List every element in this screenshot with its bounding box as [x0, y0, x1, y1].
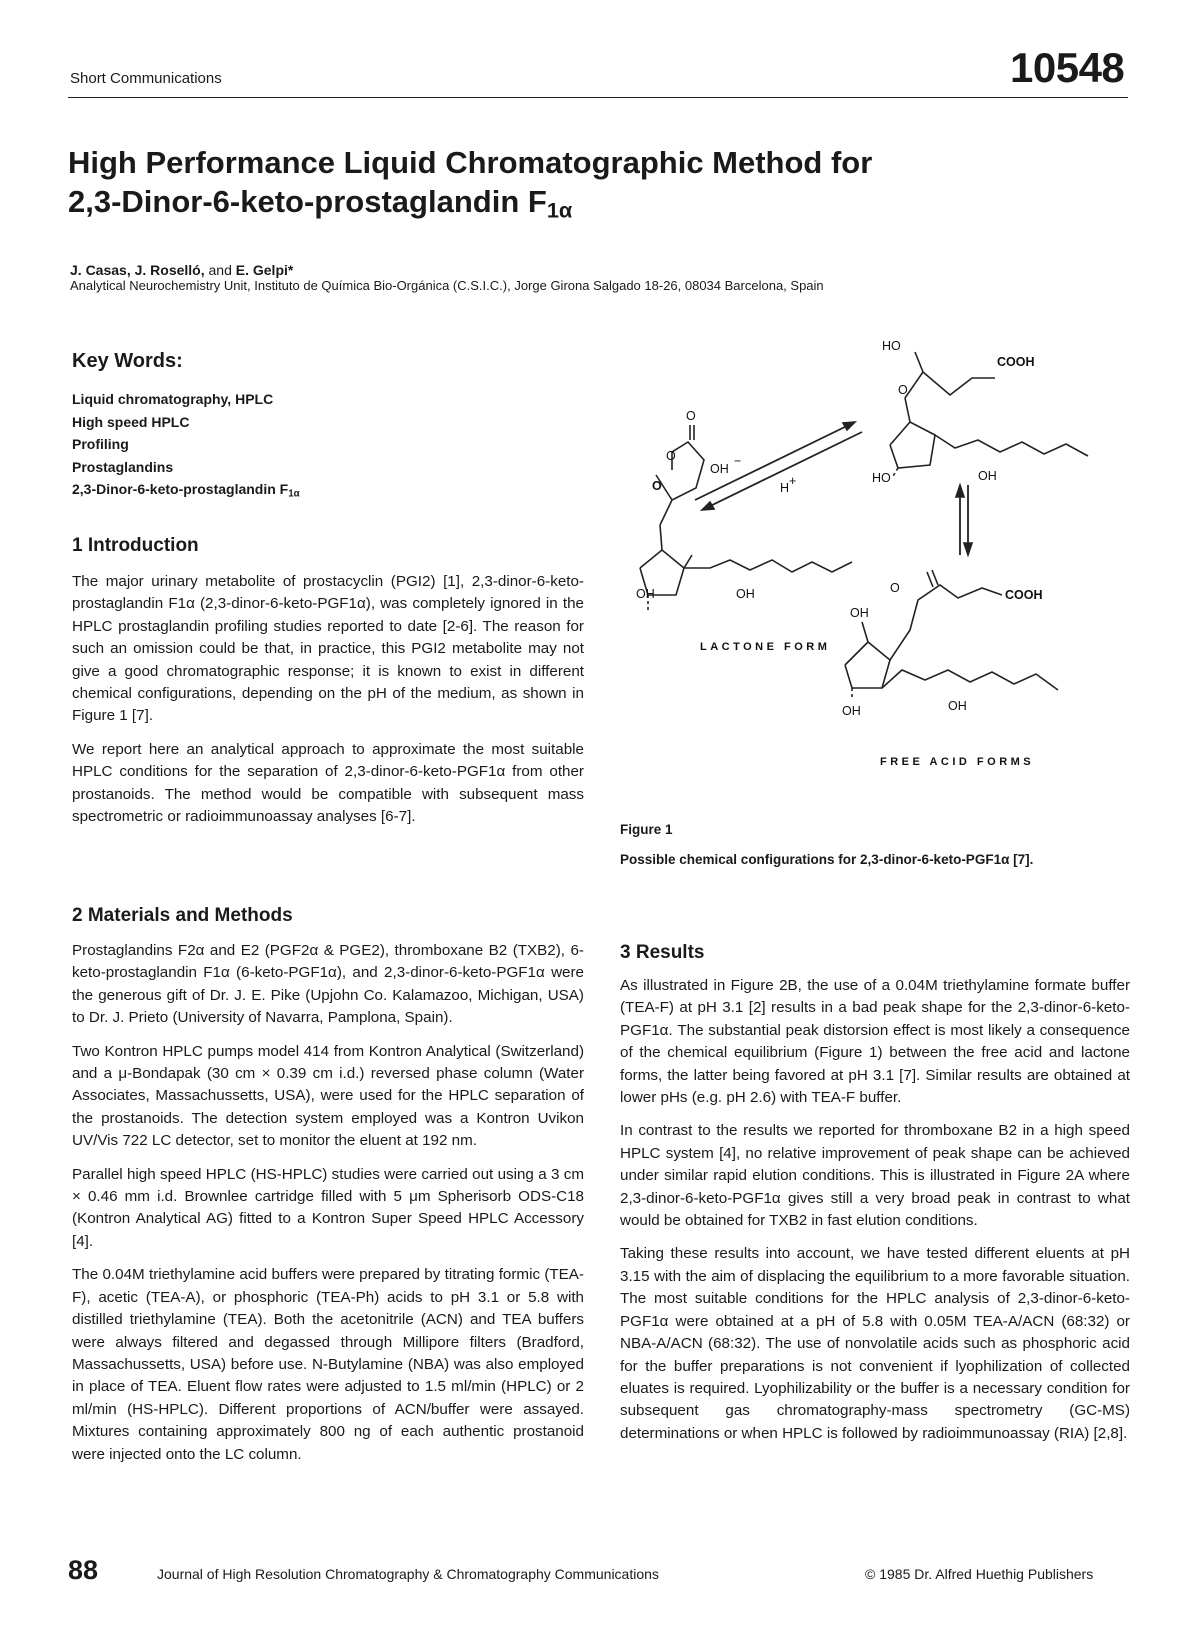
page-number: 88: [68, 1555, 99, 1585]
free-acid-upper-chain: [935, 435, 1088, 456]
header-rule: [68, 97, 1128, 98]
results-paragraph-3: Taking these results into account, we have tested different eluents at pH 3.15 with the aim of displacing the equilibrium to a more favorable situation. The most suitable conditions for the HPLC analysis of 2,3-dinor-6-keto-PGF1α were obtained at a pH of 5.8 with 0.05M TEA-A/ACN (68:32) or NBA-A/ACN (68:32). The use of nonvolatile acids such as phosphoric acid for the buffer preparations is not convenient if lyophilization of collected eluates is required. Lyophilizability or the buffer is a necessary condition for subsequent gas chromatography-mass spectrometry (GC-MS) determinations or when HPLC is followed by radioimmunoassay (RIA) [2,8].: [620, 1245, 1130, 1442]
affiliation: Analytical Neurochemistry Unit, Instituto de Química Bio-Orgánica (C.S.I.C.), Jorge Girona Salgado 18-26, 08034 Barcelona, Spain: [70, 278, 824, 293]
methods-paragraph-2: Two Kontron HPLC pumps model 414 from Kontron Analytical (Switzerland) and a μ-Bondapak (30 cm × 0.39 cm i.d.) reversed phase column (Water Associates, Massachussetts, USA), were used for the HPLC separation of the prostanoids. The detection system employed was a Kontron Uvikon UV/Vis 722 LC detector, set to monitor the eluent at 192 nm.: [72, 1042, 584, 1150]
article-title: [68, 143, 1128, 229]
chem-label: O: [666, 449, 676, 463]
keyword-item: Liquid chromatography, HPLC: [72, 391, 274, 407]
chem-label: COOH: [997, 355, 1035, 369]
keyword-item: Profiling: [72, 436, 129, 452]
intro-paragraph-1: The major urinary metabolite of prostacyclin (PGI2) [1], 2,3-dinor-6-keto-prostaglandin F1α (2,3-dinor-6-keto-PGF1α), was completely ignored in the HPLC prostaglandin profiling studies reported to date [2-6]. The reason for such an omission could be that, in practice, this PGI2 metabolite may not give a good chromatographic response; it is known to exist in different chemical configurations, depending on the pH of the medium, as shown in Figure 1 [7].: [72, 573, 584, 725]
chem-label: O: [652, 479, 662, 493]
author-join: and: [204, 262, 236, 278]
chem-label: −: [734, 454, 742, 468]
title-line-1: High Performance Liquid Chromatographic Method for: [68, 145, 873, 180]
title-line-2: [68, 182, 1128, 229]
intro-paragraph-2: We report here an analytical approach to approximate the most suitable HPLC conditions for the separation of 2,3-dinor-6-keto-PGF1α from other prostanoids. The method would be compatible with subsequent mass spectrometric or radioimmunoassay analyses [6-7].: [72, 740, 584, 826]
introduction-heading: 1 Introduction: [72, 535, 199, 556]
introduction-body: [72, 571, 584, 839]
methods-body: [72, 940, 584, 1477]
lactone-form-label: LACTONE FORM: [700, 641, 831, 653]
results-paragraph-2: In contrast to the results we reported for thromboxane B2 in a high speed HPLC system [4], no relative improvement of peak shape can be achieved under similar rapid elution conditions. This is illustrated in Figure 2A where 2,3-dinor-6-keto-PGF1α gives still a very broad peak in contrast to what would be obtained for TXB2 in fast elution conditions.: [620, 1122, 1130, 1230]
title-subscript: 1α: [546, 197, 573, 223]
free-acid-lower-ring: [845, 642, 890, 688]
results-heading: 3 Results: [620, 942, 705, 963]
keyword-item: [72, 478, 300, 506]
results-body: [620, 975, 1130, 1456]
chem-label: OH: [978, 469, 997, 483]
lactone-side-chain: [684, 560, 852, 572]
keyword-subscript: 1α: [288, 488, 300, 500]
free-acid-lower-chain: [882, 670, 1058, 690]
article-number: 10548: [1010, 44, 1125, 91]
section-label: Short Communications: [70, 70, 222, 87]
chem-label: O: [890, 581, 900, 595]
keywords-title: Key Words:: [72, 350, 183, 372]
chem-label: OH: [636, 587, 655, 601]
free-acid-forms-label: FREE ACID FORMS: [880, 756, 1035, 768]
chem-label: HO: [882, 340, 901, 353]
chem-label: OH: [948, 699, 967, 713]
results-paragraph-1: As illustrated in Figure 2B, the use of a 0.04M triethylamine formate buffer (TEA-F) at pH 3.1 [2] results in a bad peak shape for the 2,3-dinor-6-keto-PGF1α. The substantial peak distorsion effect is most likely a consequence of the chemical equilibrium (Figure 1) between the free acid and lactone forms, the latter being favored at pH 3.1 [7]. Similar results are obtained at lower pHs (e.g. pH 2.6) with TEA-F buffer.: [620, 977, 1130, 1107]
keywords-list: [72, 388, 300, 506]
chem-label: H: [780, 481, 790, 495]
chem-label: OH: [842, 704, 861, 718]
figure-1-chemical-structures: [600, 340, 1120, 810]
keyword-item: Prostaglandins: [72, 458, 174, 475]
figure-caption: Possible chemical configurations for 2,3-dinor-6-keto-PGF1α [7].: [620, 852, 1034, 867]
chem-label: HO: [872, 471, 891, 485]
keyword-item: High speed HPLC: [72, 413, 190, 430]
chem-label: O: [898, 383, 908, 397]
methods-paragraph-1: Prostaglandins F2α and E2 (PGF2α & PGE2), thromboxane B2 (TXB2), 6-keto-prostaglandin F1α (6-keto-PGF1α), and 2,3-dinor-6-keto-PGF1α were the generous gift of Dr. J. E. Pike (Upjohn Co. Kalamazoo, Michigan, USA) to Dr. J. Prieto (University of Navarra, Pamplona, Spain).: [72, 942, 584, 1027]
authors: [70, 262, 293, 278]
free-acid-upper-ring: [890, 422, 935, 468]
chem-label: O: [686, 409, 696, 423]
author-names-1: J. Casas, J. Roselló,: [70, 262, 205, 278]
chem-label: OH: [710, 462, 729, 476]
methods-paragraph-3: Parallel high speed HPLC (HS-HPLC) studies were carried out using a 3 cm × 0.46 mm i.d. Brownlee cartridge filled with 5 μm Spherisorb ODS-C18 (Kontron Analytical AG) fitted to a Kontron Super Speed HPLC Accessory [4].: [72, 1165, 584, 1250]
chem-label: +: [789, 474, 797, 488]
keyword-item-text: 2,3-Dinor-6-keto-prostaglandin F: [72, 481, 289, 497]
copyright: © 1985 Dr. Alfred Huethig Publishers: [865, 1566, 1094, 1582]
methods-heading: 2 Materials and Methods: [72, 905, 293, 926]
journal-name: Journal of High Resolution Chromatography & Chromatography Communications: [157, 1566, 659, 1582]
author-names-2: E. Gelpi*: [235, 262, 294, 278]
figure-label: Figure 1: [620, 822, 673, 837]
title-line-2-text: 2,3-Dinor-6-keto-prostaglandin F: [68, 184, 547, 219]
chem-label: OH: [850, 606, 869, 620]
chem-label: COOH: [1005, 588, 1043, 602]
chem-label: OH: [736, 587, 755, 601]
methods-paragraph-4: The 0.04M triethylamine acid buffers were prepared by titrating formic (TEA-F), acetic (TEA-A), or phosphoric (TEA-Ph) acids to pH 3.1 or 5.8 with distilled triethylamine (TEA). Both the acetonitrile (ACN) and TEA buffers were always filtered and degassed through Millipore filters (Bradford, Massachussetts, USA) before use. N-Butylamine (NBA) was also employed in place of TEA. Eluent flow rates were adjusted to 1.5 ml/min (HPLC) or 2 ml/min (HS-HPLC). Different proportions of ACN/buffer were assayed. Mixtures containing approximately 800 ng of each authentic prostanoid were injected onto the LC column.: [72, 1266, 584, 1463]
